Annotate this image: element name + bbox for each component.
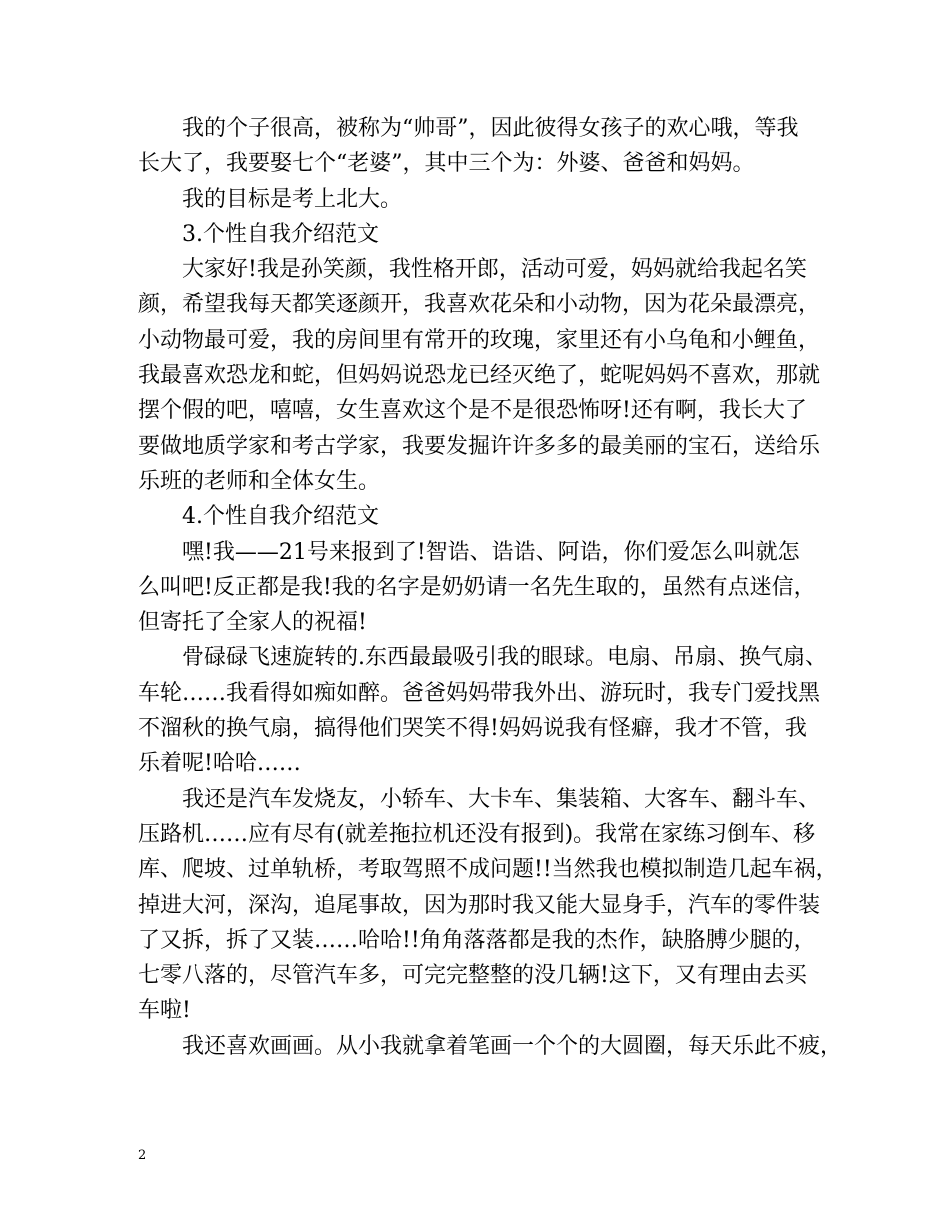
text-line: 嘿!我——21号来报到了!智诰、诰诰、阿诰，你们爱怎么叫就怎 [182,539,800,565]
text-line: 我还是汽车发烧友，小轿车、大卡车、集装箱、大客车、翻斗车、 [182,786,821,812]
text-line: 要做地质学家和考古学家，我要发掘许许多多的最美丽的宝石，送给乐 [138,433,821,459]
text-line: 七零八落的，尽管汽车多，可完完整整的没几辆!这下，又有理由去买 [138,963,807,989]
text-line: 我的个子很高，被称为“帅哥”，因此彼得女孩子的欢心哦，等我 [182,116,799,141]
text-line: 么叫吧!反正都是我!我的名字是奶奶请一名先生取的，虽然有点迷信， [138,574,816,600]
text-line: 车啦! [138,998,191,1024]
text-line: 摆个假的吧，嘻嘻，女生喜欢这个是不是很恐怖呀!还有啊，我长大了 [138,398,807,424]
paragraph [138,1029,843,1064]
text-line: 乐着呢!哈哈…… [138,751,301,777]
text-line: 乐班的老师和全体女生。 [138,468,381,494]
text-line: 车轮……我看得如痴如醉。爸爸妈妈带我外出、游玩时，我专门爱找黑 [138,680,821,706]
text-line: 压路机……应有尽有(就差拖拉机还没有报到)。我常在家练习倒车、移 [138,821,816,847]
text-line: 库、爬坡、过单轨桥，考取驾照不成问题!!当然我也模拟制造几起车祸， [138,857,838,883]
text-line: 4.个性自我介绍范文 [182,504,379,530]
paragraph [138,782,838,1029]
text-line: 我最喜欢恐龙和蛇，但妈妈说恐龙已经灭绝了，蛇呢妈妈不喜欢，那就 [138,363,821,389]
text-line: 3.个性自我介绍范文 [182,221,379,247]
text-line: 大家好!我是孙笑颜，我性格开郎，活动可爱，妈妈就给我起名笑 [182,257,807,283]
paragraph [138,499,818,534]
text-line: 我还喜欢画画。从小我就拿着笔画一个个的大圆圈，每天乐此不疲， [182,1033,843,1059]
text-line: 我的目标是考上北大。 [182,186,403,212]
document-body [138,111,843,1064]
text-line: 骨碌碌飞速旋转的.东西最最吸引我的眼球。电扇、吊扇、换气扇、 [182,645,827,671]
paragraph [138,252,821,499]
text-line: 颜，希望我每天都笑逐颜开，我喜欢花朵和小动物，因为花朵最漂亮， [138,292,821,318]
text-line: 但寄托了全家人的祝福! [138,610,367,636]
text-line: 小动物最可爱，我的房间里有常开的玫瑰，家里还有小乌龟和小鲤鱼， [138,327,821,353]
text-line: 不溜秋的换气扇，搞得他们哭笑不得!妈妈说我有怪癖，我才不管，我 [138,716,807,742]
paragraph [138,182,818,217]
paragraph [138,535,818,641]
paragraph [138,217,818,252]
text-line: 长大了，我要娶七个“老婆”，其中三个为：外婆、爸爸和妈妈。 [138,151,755,177]
page-number: 2 [138,1148,147,1163]
paragraph [138,640,827,781]
text-line: 了又拆，拆了又装……哈哈!!角角落落都是我的杰作，缺胳膊少腿的， [138,927,816,953]
text-line: 掉进大河，深沟，追尾事故，因为那时我又能大显身手，汽车的零件装 [138,892,821,918]
paragraph [138,111,818,182]
